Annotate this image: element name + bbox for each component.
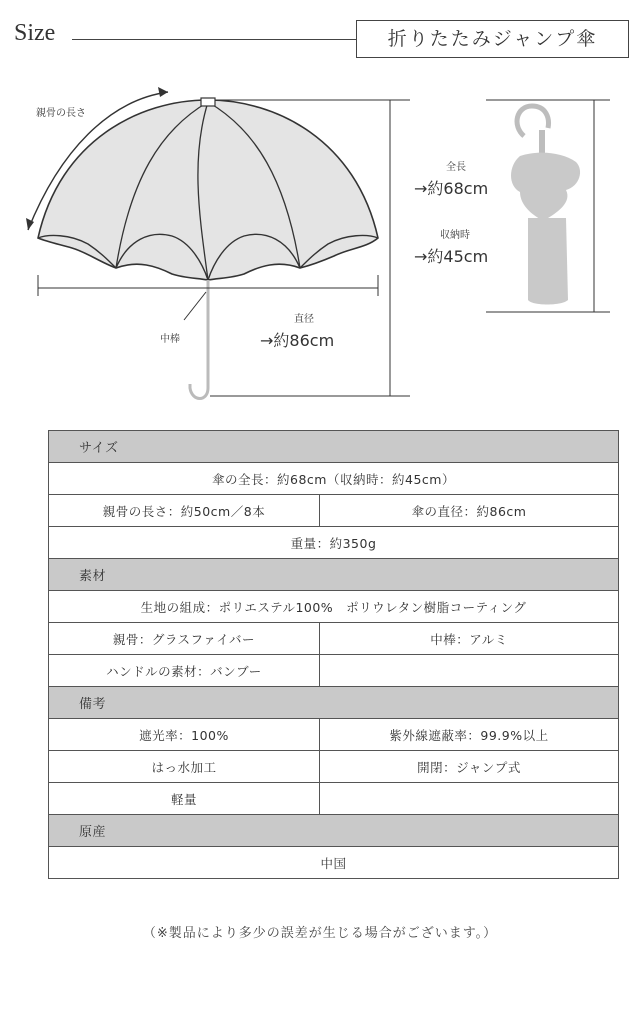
umbrella-illustration xyxy=(0,70,640,410)
shading-rate-cell: 遮光率：100% xyxy=(49,719,320,751)
size-section-header: サイズ xyxy=(49,431,619,463)
weight-cell: 重量：約350g xyxy=(49,527,619,559)
notes-section-header: 備考 xyxy=(49,687,619,719)
shaft-label: 中棒 xyxy=(160,334,180,345)
umbrella-diagram xyxy=(0,70,640,410)
rib-length-cell: 親骨の長さ：約50cm／8本 xyxy=(49,495,320,527)
footnote: （※製品により多少の誤差が生じる場合がございます。） xyxy=(142,926,498,941)
diameter-value: →約86cm xyxy=(260,331,335,350)
title-divider-line xyxy=(72,39,356,40)
diameter-label: 直径 xyxy=(294,314,314,325)
origin-cell: 中国 xyxy=(49,847,619,879)
uv-cut-cell: 紫外線遮蔽率：99.9%以上 xyxy=(320,719,619,751)
empty-cell xyxy=(320,783,619,815)
rib-length-label: 親骨の長さ xyxy=(36,108,86,119)
folded-length-value: →約45cm xyxy=(414,247,489,266)
open-umbrella-icon xyxy=(38,98,378,399)
folded-umbrella-icon xyxy=(511,106,580,305)
full-length-cell: 傘の全長：約68cm（収納時：約45cm） xyxy=(49,463,619,495)
spec-table xyxy=(48,430,619,879)
empty-cell xyxy=(320,655,619,687)
fabric-cell: 生地の組成：ポリエステル100% ポリウレタン樹脂コーティング xyxy=(49,591,619,623)
product-type-box: 折りたたみジャンプ傘 xyxy=(356,20,629,58)
origin-section-header: 原産 xyxy=(49,815,619,847)
size-title: Size xyxy=(14,20,56,46)
folded-length-label: 収納時 xyxy=(440,230,470,241)
full-length-value: →約68cm xyxy=(414,179,489,198)
opening-type-cell: 開閉：ジャンプ式 xyxy=(320,751,619,783)
diameter-cell: 傘の直径：約86cm xyxy=(320,495,619,527)
shaft-material-cell: 中棒：アルミ xyxy=(320,623,619,655)
handle-material-cell: ハンドルの素材：バンブー xyxy=(49,655,320,687)
material-section-header: 素材 xyxy=(49,559,619,591)
water-repellent-cell: はっ水加工 xyxy=(49,751,320,783)
full-length-label: 全長 xyxy=(446,162,466,173)
lightweight-cell: 軽量 xyxy=(49,783,320,815)
rib-material-cell: 親骨：グラスファイバー xyxy=(49,623,320,655)
